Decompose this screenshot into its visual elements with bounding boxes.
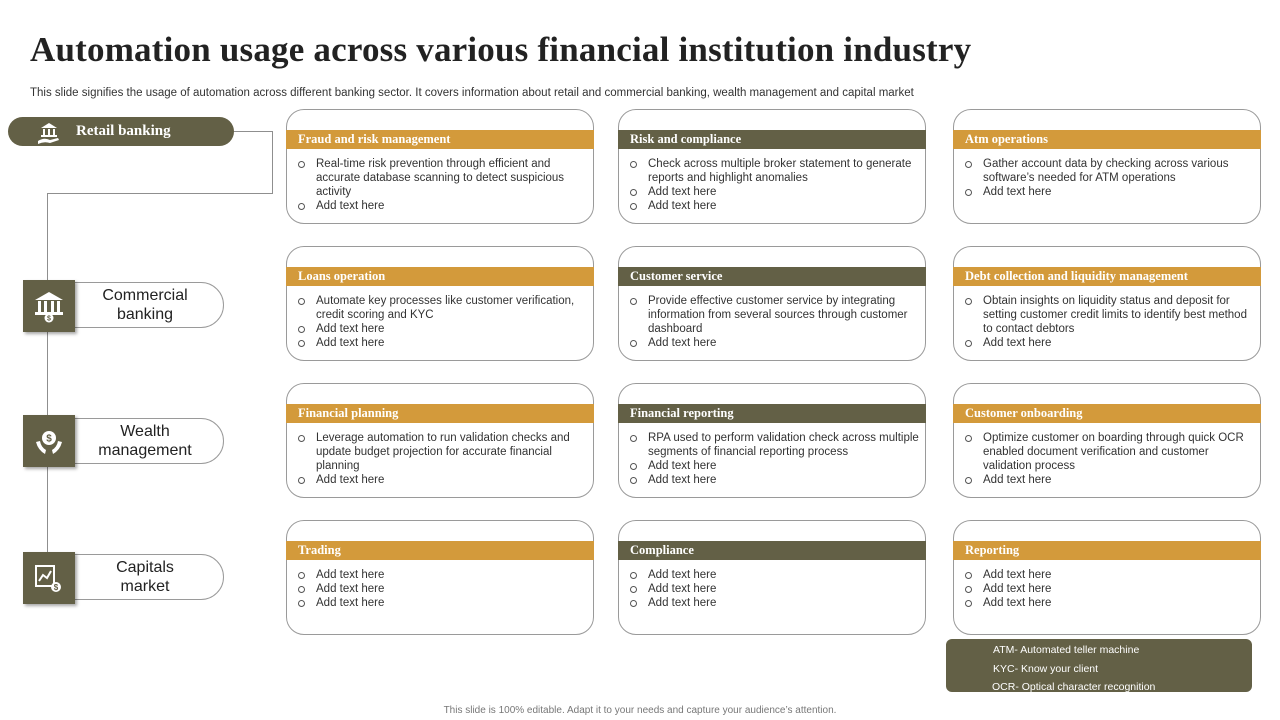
commercial-banking-pill [50,282,224,328]
retail-banking-pill [8,117,234,146]
list-item: Add text here [297,582,589,596]
list-item: Add text here [297,596,589,610]
list-item: Check across multiple broker statement to generate reports and highlight anomalies [629,157,921,185]
card-customer-onboarding [953,383,1261,498]
abbreviation-kyc: KYC- Know your client [993,662,1099,675]
card-title: Fraud and risk management [286,130,594,149]
card-financial-reporting [618,383,926,498]
list-item: Add text here [964,582,1256,596]
list-item: Add text here [629,568,921,582]
wealth-management-pill [50,418,224,464]
footer-note: This slide is 100% editable. Adapt it to your needs and capture your audience’s attention. [443,705,837,716]
card-trading [286,520,594,635]
svg-text:$: $ [53,583,59,592]
bank-building-icon [23,280,75,332]
connector-line [47,193,273,194]
card-title: Debt collection and liquidity management [953,267,1261,286]
list-item: Leverage automation to run validation checks and update budget projection for accurate financial planning [297,431,589,473]
list-item: Add text here [629,459,921,473]
list-item: RPA used to perform validation check across multiple segments of financial reporting process [629,431,921,459]
card-title: Trading [286,541,594,560]
card-title: Financial planning [286,404,594,423]
card-title: Loans operation [286,267,594,286]
connector-line [47,193,48,578]
list-item: Add text here [964,336,1256,350]
list-item: Add text here [297,473,589,487]
retail-banking-label: Retail banking [76,123,171,139]
connector-line [234,131,273,132]
card-customer-service [618,246,926,361]
card-title: Financial reporting [618,404,926,423]
card-debt-collection [953,246,1261,361]
card-reporting [953,520,1261,635]
wealth-management-label: Wealth management [98,423,192,459]
list-item: Add text here [297,322,589,336]
list-item: Add text here [964,568,1256,582]
list-item: Add text here [629,199,921,213]
abbreviation-ocr: OCR- Optical character recognition [992,681,1156,693]
money-hands-icon [23,415,75,467]
list-item: Provide effective customer service by integrating information from several sources through customer dashboard [629,294,921,336]
list-item: Automate key processes like customer verification, credit scoring and KYC [297,294,589,322]
list-item: Add text here [629,582,921,596]
card-title: Atm operations [953,130,1261,149]
card-title: Customer onboarding [953,404,1261,423]
list-item: Add text here [297,199,589,213]
card-atm-operations [953,109,1261,224]
card-fraud-risk-management [286,109,594,224]
list-item: Add text here [964,473,1256,487]
capitals-market-pill [50,554,224,600]
list-item: Add text here [629,185,921,199]
abbreviation-atm: ATM- Automated teller machine [993,644,1140,656]
capitals-market-label: Capitals market [116,559,174,595]
list-item: Add text here [629,336,921,350]
list-item: Add text here [297,568,589,582]
svg-text:$: $ [46,433,52,445]
list-item: Optimize customer on boarding through quick OCR enabled document verification and customer validation process [964,431,1256,473]
list-item: Add text here [964,185,1256,199]
abbreviations-box [946,639,1252,692]
card-title: Risk and compliance [618,130,926,149]
card-financial-planning [286,383,594,498]
list-item: Add text here [629,596,921,610]
card-title: Reporting [953,541,1261,560]
card-title: Compliance [618,541,926,560]
list-item: Gather account data by checking across various software’s needed for ATM operations [964,157,1256,185]
card-compliance [618,520,926,635]
list-item: Obtain insights on liquidity status and deposit for setting customer credit limits to identify best method to contact debtors [964,294,1256,336]
svg-text:$: $ [47,315,51,323]
commercial-banking-label: Commercial banking [102,287,188,323]
page-title: Automation usage across various financial institution industry [30,30,972,69]
card-risk-compliance [618,109,926,224]
list-item: Add text here [297,336,589,350]
list-item: Add text here [629,473,921,487]
chart-coins-icon [23,552,75,604]
bank-hand-icon [36,119,62,145]
list-item: Add text here [964,596,1256,610]
connector-line [272,131,273,194]
list-item: Real-time risk prevention through efficient and accurate database scanning to detect suspicious activity [297,157,589,199]
card-title: Customer service [618,267,926,286]
page-subtitle: This slide signifies the usage of automation across different banking sector. It covers information about retail and commercial banking, wealth management and capital market [30,87,914,99]
card-loans-operation [286,246,594,361]
